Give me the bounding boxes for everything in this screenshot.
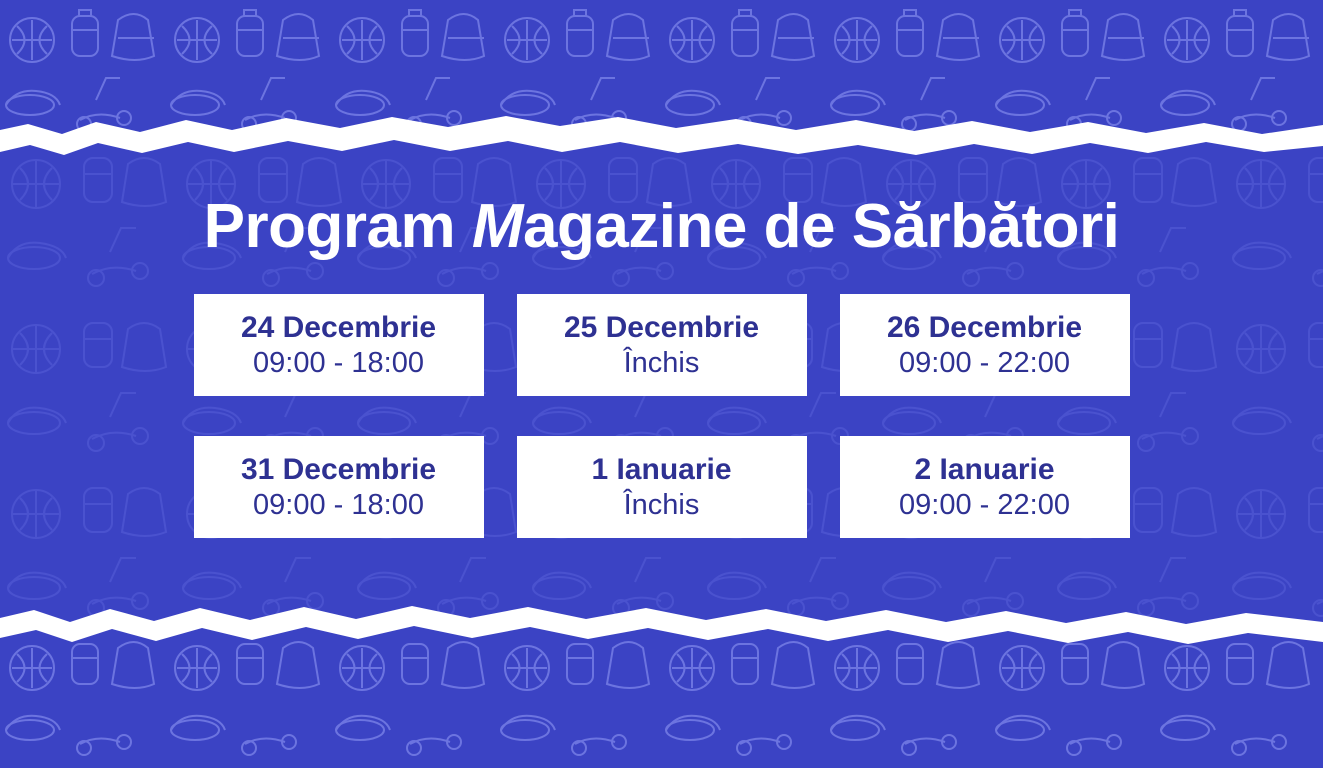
schedule-card-date: 2 Ianuarie — [914, 452, 1055, 486]
schedule-card-date: 24 Decembrie — [240, 310, 437, 344]
schedule-card-hours: 09:00 - 18:00 — [253, 347, 424, 380]
schedule-card-hours: 09:00 - 22:00 — [899, 347, 1070, 380]
schedule-card-date: 26 Decembrie — [886, 310, 1083, 344]
schedule-card — [194, 294, 484, 396]
schedule-card — [840, 294, 1130, 396]
schedule-card-grid — [194, 294, 1130, 538]
schedule-card-hours: Închis — [623, 347, 700, 380]
title-part-one: Program — [203, 192, 472, 261]
schedule-card-date: 31 Decembrie — [240, 452, 437, 486]
title-italic-letter: M — [471, 192, 523, 261]
page-title — [203, 192, 1120, 261]
schedule-card-date: 25 Decembrie — [563, 310, 760, 344]
schedule-card-hours: Închis — [623, 489, 700, 522]
schedule-card — [840, 436, 1130, 538]
schedule-card — [517, 436, 807, 538]
schedule-card-hours: 09:00 - 18:00 — [253, 489, 424, 522]
schedule-card — [194, 436, 484, 538]
schedule-card-date: 1 Ianuarie — [591, 452, 732, 486]
schedule-card — [517, 294, 807, 396]
title-part-two: agazine de Sărbători — [522, 192, 1120, 261]
schedule-card-hours: 09:00 - 22:00 — [899, 489, 1070, 522]
